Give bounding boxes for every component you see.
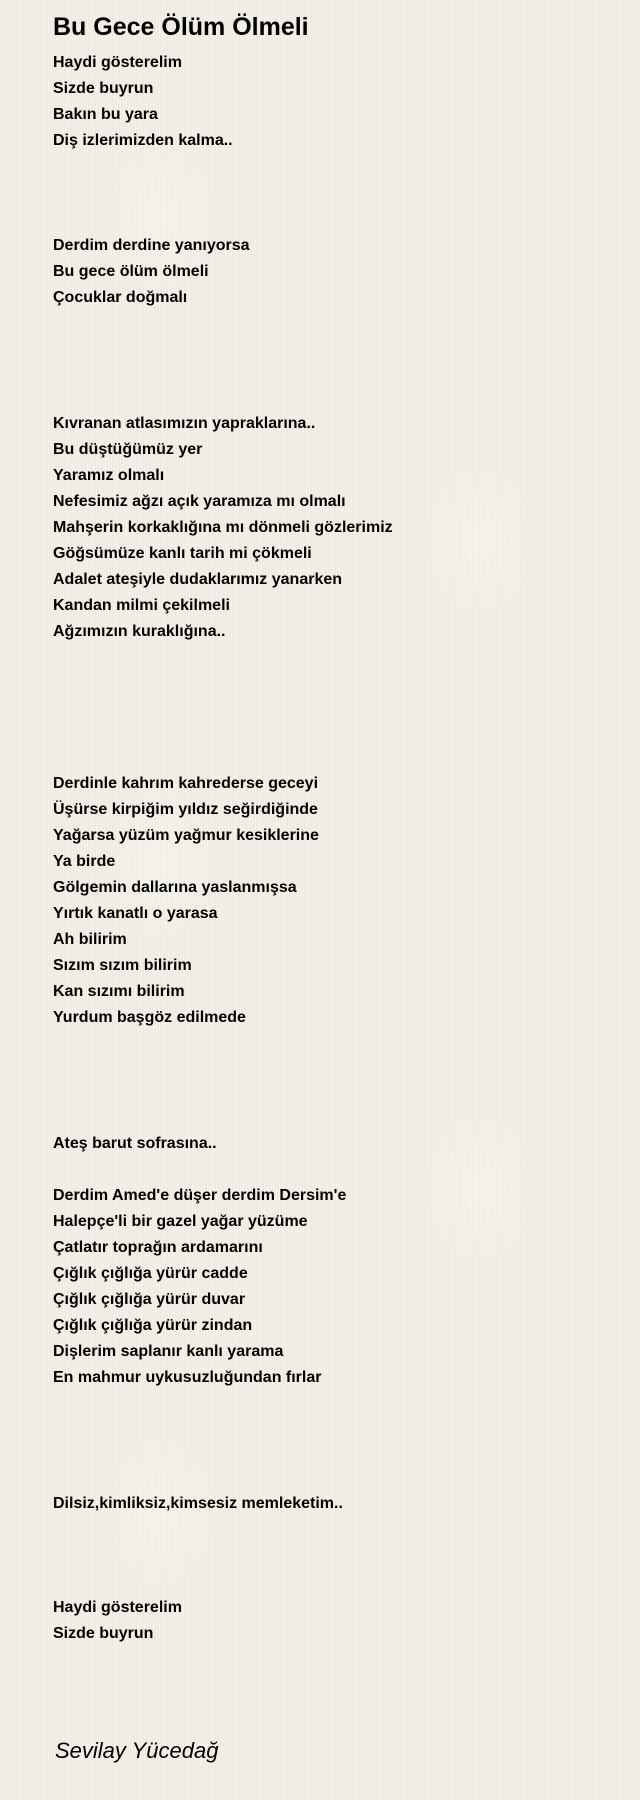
stanza-3	[53, 411, 393, 645]
stanza-1	[53, 50, 233, 154]
poem-line: Kıvranan atlasımızın yapraklarına..	[53, 415, 316, 432]
stanza-7	[53, 1491, 343, 1517]
poem-line: Gölgemin dallarına yaslanmışsa	[53, 879, 297, 896]
poem-author: Sevilay Yücedağ	[55, 1738, 219, 1763]
poem-line: Yaramız olmalı	[53, 467, 165, 484]
poem-line: Nefesimiz ağzı açık yaramıza mı olmalı	[53, 493, 346, 510]
stanza-4	[53, 771, 319, 1031]
poem-line: Ya birde	[53, 853, 116, 870]
poem-line: Halepçe'li bir gazel yağar yüzüme	[53, 1213, 308, 1230]
poem-line: Çatlatır toprağın ardamarını	[53, 1239, 263, 1256]
poem-line: Dilsiz,kimliksiz,kimsesiz memleketim..	[53, 1495, 343, 1512]
poem-line: Bu gece ölüm ölmeli	[53, 263, 209, 280]
poem-line: Ağzımızın kuraklığına..	[53, 623, 226, 640]
poem-line: Çığlık çığlığa yürür duvar	[53, 1291, 246, 1308]
poem-line: Yağarsa yüzüm yağmur kesiklerine	[53, 827, 319, 844]
poem-line: Göğsümüze kanlı tarih mi çökmeli	[53, 545, 312, 562]
poem-line: Derdinle kahrım kahrederse geceyi	[53, 775, 319, 792]
poem-line: En mahmur uykusuzluğundan fırlar	[53, 1369, 322, 1386]
poem-title: Bu Gece Ölüm Ölmeli	[53, 13, 309, 41]
poem-line: Adalet ateşiyle dudaklarımız yanarken	[53, 571, 343, 588]
stanza-6	[53, 1183, 346, 1391]
stanza-2	[53, 233, 250, 311]
poem-line: Bu düştüğümüz yer	[53, 441, 203, 458]
poem-line: Yırtık kanatlı o yarasa	[53, 905, 218, 922]
poem-line: Sizde buyrun	[53, 80, 154, 97]
stanza-5	[53, 1131, 217, 1157]
poem-line: Ateş barut sofrasına..	[53, 1135, 217, 1152]
poem-line: Derdim derdine yanıyorsa	[53, 237, 250, 254]
poem-line: Diş izlerimizden kalma..	[53, 132, 233, 149]
poem-line: Çocuklar doğmalı	[53, 289, 188, 306]
poem-line: Dişlerim saplanır kanlı yarama	[53, 1343, 284, 1360]
poem-line: Ah bilirim	[53, 931, 127, 948]
poem-line: Mahşerin korkaklığına mı dönmeli gözlerimiz	[53, 519, 393, 536]
poem-line: Çığlık çığlığa yürür zindan	[53, 1317, 253, 1334]
poem-line: Üşürse kirpiğim yıldız seğirdiğinde	[53, 801, 318, 818]
poem-line: Derdim Amed'e düşer derdim Dersim'e	[53, 1187, 347, 1204]
poem-line: Haydi gösterelim	[53, 54, 182, 71]
poem-line: Yurdum başgöz edilmede	[53, 1009, 246, 1026]
poem-line: Haydi gösterelim	[53, 1599, 182, 1616]
poem-line: Sızım sızım bilirim	[53, 957, 192, 974]
stanza-8	[53, 1595, 182, 1647]
poem-line: Bakın bu yara	[53, 106, 158, 123]
poem-line: Sizde buyrun	[53, 1625, 154, 1642]
poem-line: Kan sızımı bilirim	[53, 983, 185, 1000]
poem-line: Kandan milmi çekilmeli	[53, 597, 230, 614]
poem-line: Çığlık çığlığa yürür cadde	[53, 1265, 248, 1282]
